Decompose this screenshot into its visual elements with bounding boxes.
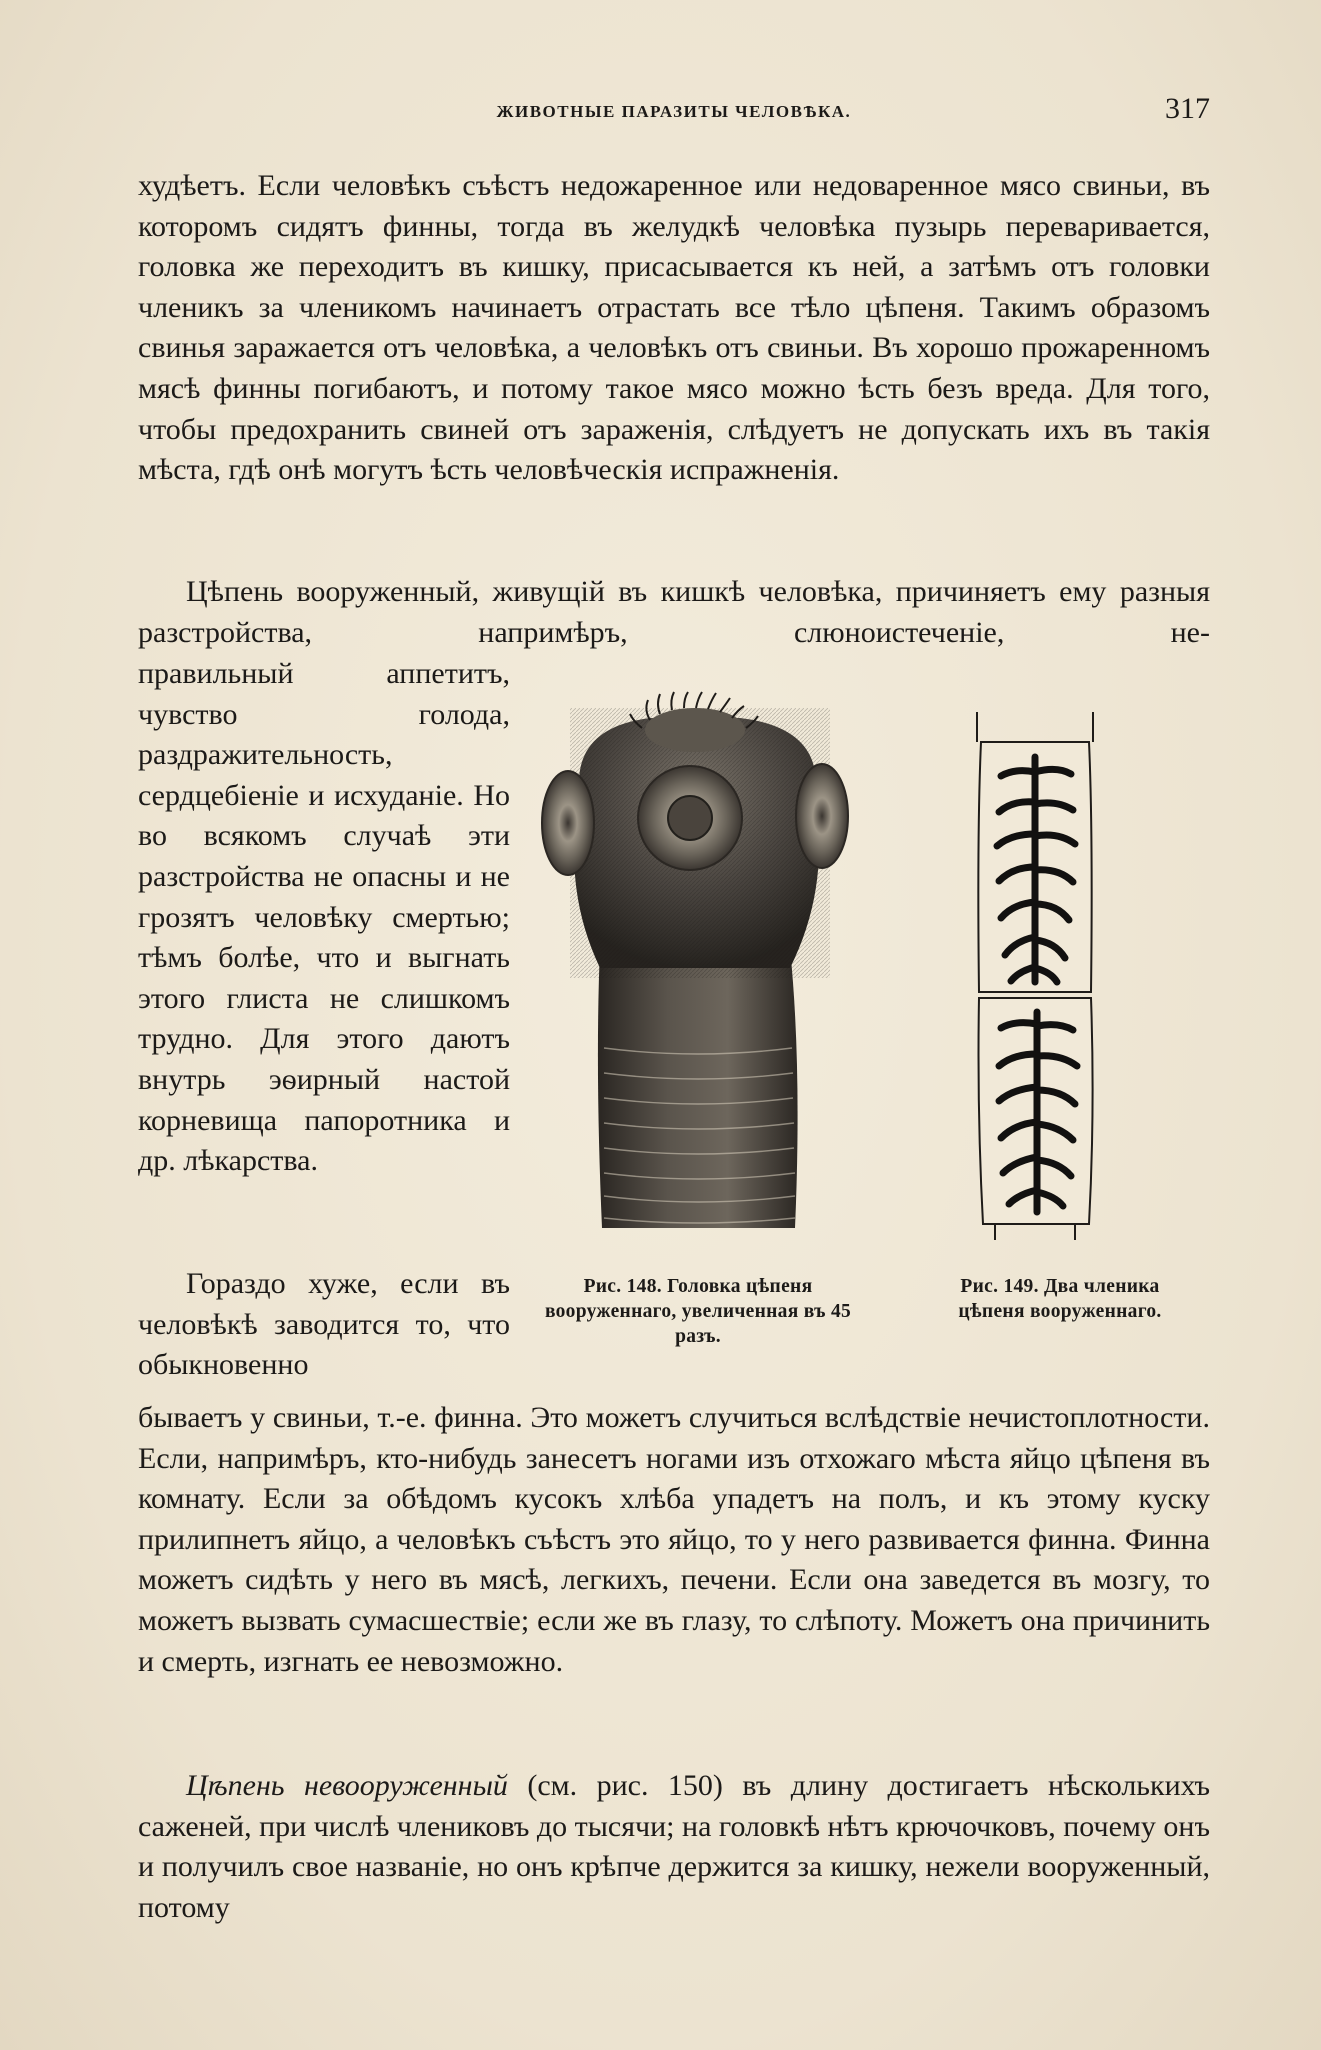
figure-148-tapeworm-head [540, 688, 850, 1248]
running-title: ЖИВОТНЫЕ ПАРАЗИТЫ ЧЕЛОВѢКА. [496, 102, 852, 121]
paragraph-3-full: бываетъ у свиньи, т.-е. финна. Это можетъ случиться вслѣдствіе нечистоплотности. Если, напримѣръ, кто-нибудь занесетъ ногами изъ отхожаго мѣста яйцо цѣпеня въ комнату. Если за обѣдомъ кусокъ хлѣба упадетъ на полъ, и къ этому куску прилипнетъ яйцо, а человѣкъ съѣстъ это яйцо, то у него развивается финна. Финна можетъ сидѣть у него въ мясѣ, легкихъ, печени. Если она заведется въ мозгу, то можетъ вызвать сумасшествіе; если же въ глазу, то слѣпоту. Можетъ она причинить и смерть, изгнать ее невозможно. [138, 1401, 1210, 1678]
paragraph-4-text: (см. рис. 150) въ длину достигаетъ нѣсколькихъ саженей, при числѣ члениковъ до тысячи; на головкѣ нѣтъ крючочковъ, почему онъ и получилъ свое названіе, но онъ крѣпче держится за кишку, нежели вооруженный, потому [138, 1769, 1210, 1924]
paragraph-3-wrap [138, 1264, 510, 1386]
page-number: 317 [1165, 92, 1210, 125]
paragraph-2-full-text: Цѣпень вооруженный, живущій въ кишкѣ человѣка, причиняетъ ему разныя разстройства, напримѣръ, слюноистеченіе, не- [138, 575, 1210, 649]
paragraph-4 [138, 1766, 1210, 1928]
figure-148-caption: Рис. 148. Головка цѣпеня вооруженнаго, увеличенная въ 45 разъ. [544, 1276, 852, 1347]
paragraph-3-wrap-text: Гораздо хуже, если въ человѣкѣ заводится то, что обыкновенно [138, 1267, 510, 1382]
paragraph-2-wrap: правильный аппетитъ, чувство голода, раздражительность, сердцебіеніе и исхуданіе. Но во всякомъ случаѣ эти разстройства не опасны и не грозятъ человѣку смертью; тѣмъ болѣе, что и выгнать этого глиста не слишкомъ трудно. Для этого даютъ внутрь эѳирный настой корневища папоротника и др. лѣкарства. [138, 657, 510, 1178]
paragraph-1: худѣетъ. Если человѣкъ съѣстъ недожаренное или недоваренное мясо свиньи, въ которомъ сидятъ финны, тогда въ желудкѣ человѣка пузырь переваривается, головка же переходитъ въ кишку, присасывается къ ней, а затѣмъ отъ головки членикъ за членикомъ начинаетъ отрастать все тѣло цѣпеня. Такимъ образомъ свинья заражается отъ человѣка, а человѣкъ отъ свиньи. Въ хорошо прожаренномъ мясѣ финны погибаютъ, и потому такое мясо можно ѣсть безъ вреда. Для того, чтобы предохранить свиней отъ зараженія, слѣдуетъ не допускать ихъ въ такія мѣста, гдѣ онѣ могутъ ѣсть человѣческія испражненія. [138, 169, 1210, 487]
figure-149-tapeworm-segments [975, 712, 1095, 1240]
paragraph-2-full [138, 572, 1210, 653]
figure-149-caption: Рис. 149. Два членика цѣпеня вооруженнаго. [958, 1276, 1162, 1322]
species-name: Цѣпень невооруженный [186, 1769, 508, 1802]
page-header [138, 92, 1210, 132]
